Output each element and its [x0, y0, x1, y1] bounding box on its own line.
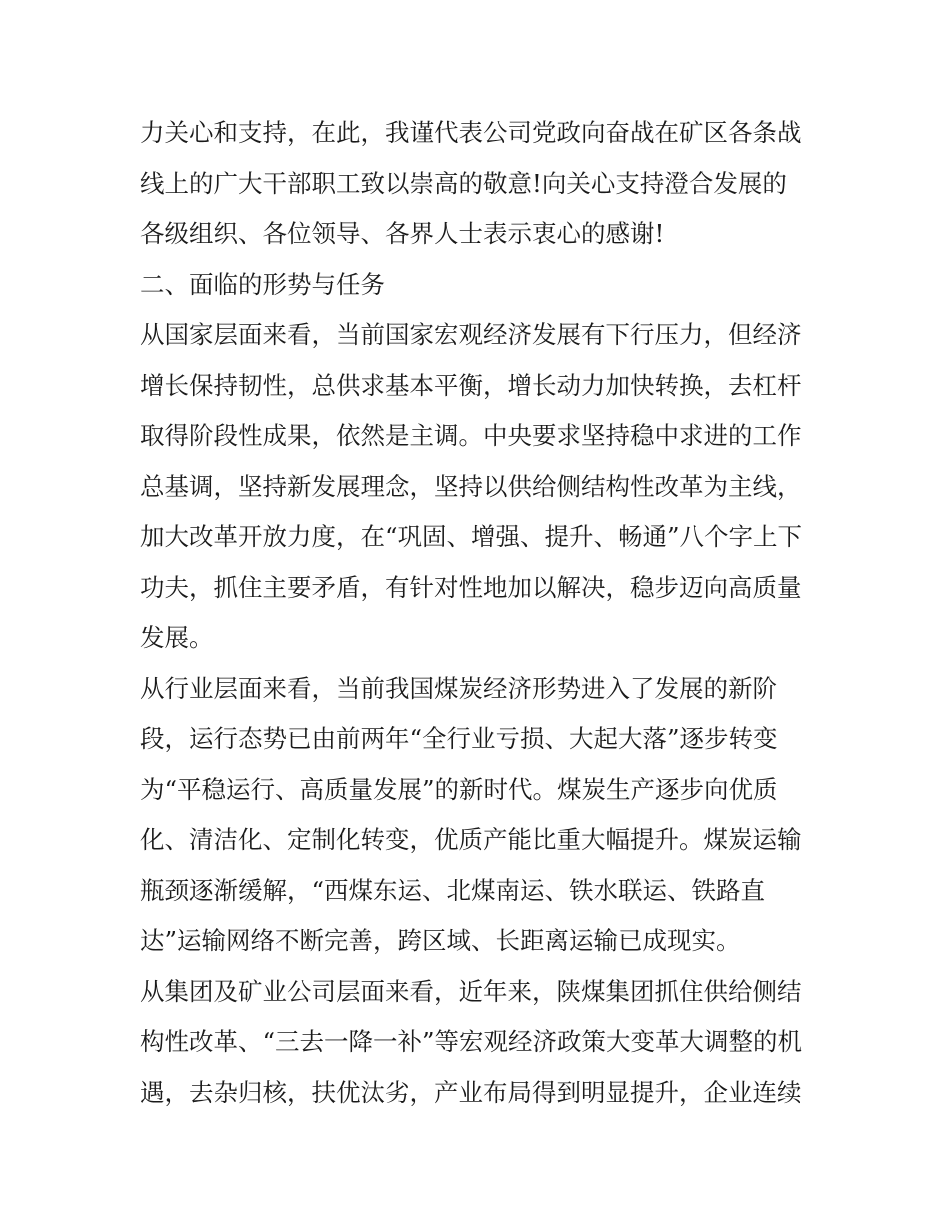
text-line: 力关心和支持，在此，我谨代表公司党政向奋战在矿区各条战 [140, 118, 802, 147]
text-line: 取得阶段性成果，依然是主调。中央要求坚持稳中求进的工作 [140, 421, 802, 450]
text-line: 达”运输网络不断完善，跨区域、长距离运输已成现实。 [140, 926, 741, 955]
text-line: 线上的广大干部职工致以崇高的敬意!向关心支持澄合发展的 [140, 168, 787, 198]
section-heading: 二、面临的形势与任务 [140, 269, 385, 299]
text-line: 从集团及矿业公司层面来看，近年来，陕煤集团抓住供给侧结 [140, 976, 802, 1006]
text-line: 增长保持韧性，总供求基本平衡，增长动力加快转换，去杠杆 [140, 370, 802, 400]
text-line: 遇，去杂归核，扶优汰劣，产业布局得到明显提升，企业连续 [140, 1077, 802, 1107]
document-body [140, 108, 820, 1118]
text-line: 从行业层面来看，当前我国煤炭经济形势进入了发展的新阶 [140, 673, 777, 703]
text-line: 发展。 [140, 623, 214, 652]
text-line: 为“平稳运行、高质量发展”的新时代。煤炭生产逐步向优质 [140, 774, 778, 804]
text-line: 功夫，抓住主要矛盾，有针对性地加以解决，稳步迈向高质量 [140, 572, 802, 602]
text-line: 加大改革开放力度，在“巩固、增强、提升、畅通”八个字上下 [140, 522, 803, 551]
text-line: 从国家层面来看，当前国家宏观经济发展有下行压力，但经济 [140, 320, 802, 349]
text-line: 化、清洁化、定制化转变，优质产能比重大幅提升。煤炭运输 [140, 825, 802, 854]
text-line: 构性改革、“三去一降一补”等宏观经济政策大变革大调整的机 [140, 1027, 803, 1056]
text-line: 总基调，坚持新发展理念，坚持以供给侧结构性改革为主线， [140, 471, 802, 501]
text-line: 各级组织、各位领导、各界人士表示衷心的感谢! [140, 219, 665, 248]
text-line: 瓶颈逐渐缓解，“西煤东运、北煤南运、铁水联运、铁路直 [140, 875, 766, 905]
text-line: 段，运行态势已由前两年“全行业亏损、大起大落”逐步转变 [140, 724, 778, 753]
